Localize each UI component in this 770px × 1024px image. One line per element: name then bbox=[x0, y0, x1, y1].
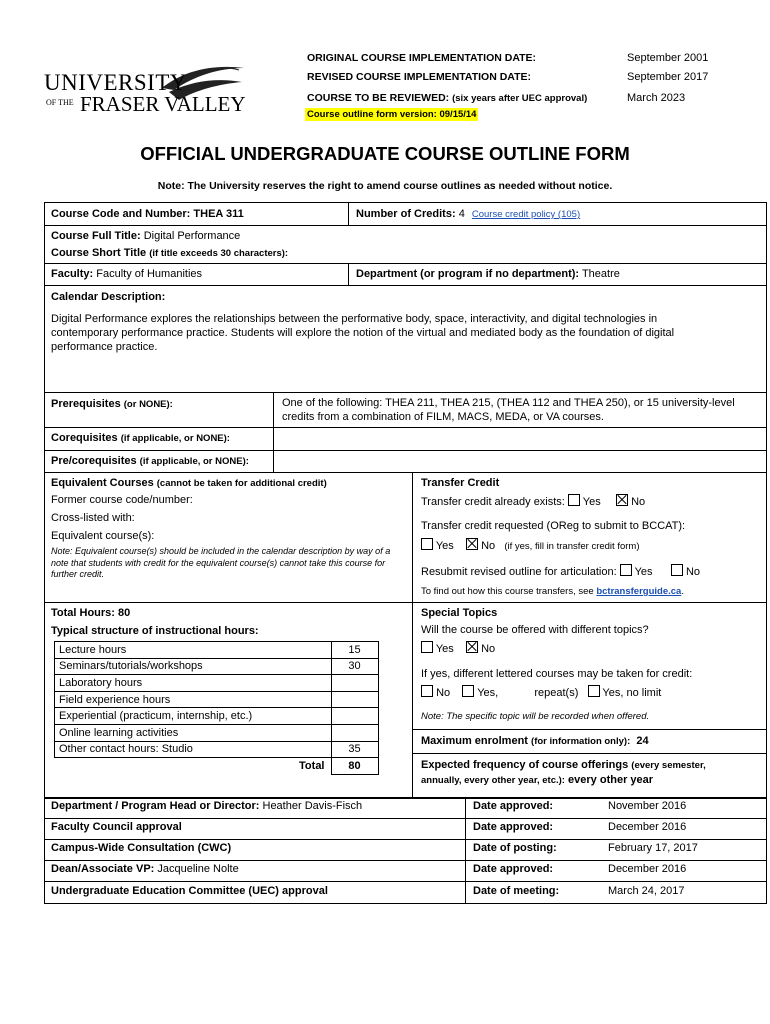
lettered-yes-label: Yes, bbox=[477, 687, 499, 699]
approval-date-value: December 2016 bbox=[608, 863, 687, 875]
hours-row-label: Laboratory hours bbox=[55, 675, 332, 692]
transfer-exists-yes-checkbox[interactable] bbox=[568, 494, 580, 506]
page-title: OFFICIAL UNDERGRADUATE COURSE OUTLINE FORM bbox=[140, 143, 630, 164]
department-label: Department (or program if no department): bbox=[356, 268, 580, 280]
form-version: Course outline form version: 09/15/14 bbox=[307, 109, 477, 120]
faculty-value: Faculty of Humanities bbox=[96, 268, 203, 280]
lettered-courses-text: If yes, different lettered courses may be taken for credit: bbox=[421, 668, 693, 680]
hours-row-value[interactable] bbox=[331, 675, 378, 692]
total-hours-label: Total Hours: bbox=[51, 607, 115, 619]
total-hours bbox=[51, 607, 130, 619]
approval-label bbox=[51, 800, 362, 812]
full-title-label: Course Full Title: bbox=[51, 230, 141, 242]
frequency-line2 bbox=[421, 774, 653, 786]
hours-row bbox=[55, 691, 379, 708]
full-title-value: Digital Performance bbox=[143, 230, 241, 242]
hours-total-value-text: 80 bbox=[348, 759, 361, 772]
equivalent-italic-note: Note: Equivalent course(s) should be included in the calendar description by way of a note that students with credit for the equivalent course(s) cannot take this course for further credit. bbox=[51, 546, 391, 579]
approval-date-value: November 2016 bbox=[608, 800, 687, 812]
logo-text-of-the: OF THE bbox=[46, 98, 74, 107]
hours-table bbox=[54, 641, 379, 775]
prerequisites-value: One of the following: THEA 211, THEA 215, (THEA 112 and THEA 250), or 15 university-level credits from a combination of FILM, MACS, MEDA, or VA courses. bbox=[282, 397, 735, 423]
equivalent-course-label: Equivalent course(s): bbox=[51, 530, 155, 542]
hours-total-label bbox=[55, 758, 332, 775]
corequisites-label bbox=[51, 432, 230, 444]
transfer-credit-label-text: Transfer Credit bbox=[421, 477, 500, 489]
hours-row-label: Field experience hours bbox=[55, 691, 332, 708]
hours-row-value[interactable] bbox=[331, 691, 378, 708]
transfer-requested-no-label: No bbox=[481, 540, 496, 552]
approval-label-text: Undergraduate Education Committee (UEC) approval bbox=[51, 885, 328, 897]
transfer-requested-label: Transfer credit requested (OReg to submit to BCCAT): bbox=[421, 520, 686, 532]
credits bbox=[356, 208, 580, 220]
special-topics-question: Will the course be offered with different topics? bbox=[421, 624, 649, 636]
resubmit-row bbox=[421, 564, 700, 578]
transfer-credit-label bbox=[421, 477, 499, 489]
transfer-exists-no-label: No bbox=[631, 496, 646, 508]
approval-date-value: December 2016 bbox=[608, 821, 687, 833]
special-topics-row bbox=[421, 641, 495, 655]
hours-row-label: Online learning activities bbox=[55, 724, 332, 741]
approval-date-label: Date approved: bbox=[473, 821, 554, 833]
hours-row bbox=[55, 741, 379, 758]
short-title bbox=[51, 247, 288, 259]
credits-value: 4 bbox=[458, 208, 465, 220]
review-date-label bbox=[307, 92, 587, 104]
special-topics-no-label: No bbox=[481, 643, 496, 655]
review-date-value: March 2023 bbox=[627, 92, 686, 104]
special-topics-label-text: Special Topics bbox=[421, 607, 498, 619]
full-title bbox=[51, 230, 240, 242]
review-date-label-text: COURSE TO BE REVIEWED: bbox=[307, 92, 450, 104]
hours-row-label: Lecture hours bbox=[55, 642, 332, 659]
review-date-note: (six years after UEC approval) bbox=[452, 93, 588, 104]
frequency-value: every other year bbox=[568, 774, 654, 786]
approval-date-label: Date approved: bbox=[473, 800, 554, 812]
approval-label bbox=[51, 885, 328, 897]
precorequisites-note: (if applicable, or NONE): bbox=[139, 456, 249, 467]
transfer-find-out-period: . bbox=[681, 586, 684, 597]
hours-row-label: Other contact hours: Studio bbox=[55, 741, 332, 758]
transfer-requested-note: (if yes, fill in transfer credit form) bbox=[504, 541, 640, 552]
approval-label-text: Dean/Associate VP: bbox=[51, 863, 155, 875]
equivalent-courses-label bbox=[51, 477, 327, 489]
course-code-label: Course Code and Number: bbox=[51, 208, 191, 220]
lettered-repeats-label: repeat(s) bbox=[534, 687, 579, 699]
department bbox=[356, 268, 620, 280]
hours-row-value[interactable]: 15 bbox=[331, 642, 378, 659]
special-topics-yes-checkbox[interactable] bbox=[421, 641, 433, 653]
max-enrolment-label: Maximum enrolment bbox=[421, 735, 528, 747]
hours-row-label: Seminars/tutorials/workshops bbox=[55, 658, 332, 675]
corequisites-label-text: Corequisites bbox=[51, 432, 118, 444]
credits-label: Number of Credits: bbox=[356, 208, 456, 220]
hours-total-value bbox=[331, 758, 378, 775]
transfer-requested-no-checkbox[interactable] bbox=[466, 538, 478, 550]
resubmit-yes-checkbox[interactable] bbox=[620, 564, 632, 576]
transfer-exists-label: Transfer credit already exists: bbox=[421, 496, 565, 508]
frequency-label: Expected frequency of course offerings bbox=[421, 759, 629, 771]
transfer-requested-yes-label: Yes bbox=[435, 540, 454, 552]
cross-listed-label: Cross-listed with: bbox=[51, 512, 135, 524]
lettered-yes-checkbox[interactable] bbox=[462, 685, 474, 697]
hours-row bbox=[55, 642, 379, 659]
approval-label bbox=[51, 821, 182, 833]
frequency-note1: (every semester, bbox=[631, 760, 706, 771]
resubmit-label: Resubmit revised outline for articulation: bbox=[421, 566, 617, 578]
max-enrolment-note: (for information only): bbox=[531, 736, 631, 747]
hours-total-label-text: Total bbox=[299, 760, 325, 773]
original-date-value: September 2001 bbox=[627, 52, 709, 64]
lettered-no-checkbox[interactable] bbox=[421, 685, 433, 697]
approval-person: Jacqueline Nolte bbox=[157, 863, 239, 875]
logo-text-fraser-valley: FRASER VALLEY bbox=[80, 92, 246, 116]
calendar-label bbox=[51, 291, 165, 303]
corequisites-note: (if applicable, or NONE): bbox=[120, 433, 230, 444]
resubmit-yes-label: Yes bbox=[634, 566, 653, 578]
hours-row bbox=[55, 658, 379, 675]
revised-date-value: September 2017 bbox=[627, 71, 709, 83]
prerequisites-note: (or NONE): bbox=[123, 399, 173, 410]
approval-label bbox=[51, 842, 231, 854]
hours-row-value[interactable] bbox=[331, 724, 378, 741]
former-course-label: Former course code/number: bbox=[51, 494, 193, 506]
approval-date-value: February 17, 2017 bbox=[608, 842, 698, 854]
transfer-find-out-text: To find out how this course transfers, see bbox=[421, 586, 594, 597]
calendar-description: Digital Performance explores the relationships between the performative body, space, interactivity, and digital technologies in contemporary performance practice. Students will explore the notion of the virtual and mediated body as the foundation of digital performance practice. bbox=[51, 313, 675, 353]
transfer-exists-no-checkbox[interactable] bbox=[616, 494, 628, 506]
hours-row bbox=[55, 708, 379, 725]
faculty-label: Faculty: bbox=[51, 268, 94, 280]
hours-row-value[interactable]: 30 bbox=[331, 658, 378, 675]
transfer-requested-row bbox=[421, 538, 639, 552]
faculty bbox=[51, 268, 202, 280]
precorequisites-label bbox=[51, 455, 249, 467]
short-title-label: Course Short Title bbox=[51, 247, 147, 259]
equivalent-courses-label-text: Equivalent Courses bbox=[51, 477, 154, 489]
approval-label-text: Campus-Wide Consultation (CWC) bbox=[51, 842, 232, 854]
special-topics-label bbox=[421, 607, 497, 619]
transfer-exists-yes-label: Yes bbox=[582, 496, 601, 508]
university-logo bbox=[44, 62, 249, 124]
prerequisites-label bbox=[51, 398, 173, 410]
hours-row bbox=[55, 675, 379, 692]
course-code-value: THEA 311 bbox=[193, 208, 244, 220]
lettered-no-label: No bbox=[436, 687, 451, 699]
approval-date-label: Date of posting: bbox=[473, 842, 557, 854]
total-hours-value: 80 bbox=[118, 607, 131, 619]
resubmit-no-label: No bbox=[685, 566, 700, 578]
lettered-options-row bbox=[421, 685, 661, 699]
transfer-find-out bbox=[421, 586, 684, 597]
resubmit-no-checkbox[interactable] bbox=[671, 564, 683, 576]
hours-row-value[interactable] bbox=[331, 708, 378, 725]
calendar-label-text: Calendar Description: bbox=[51, 291, 166, 303]
hours-row-label: Experiential (practicum, internship, etc.) bbox=[55, 708, 332, 725]
lettered-nolimit-checkbox[interactable] bbox=[588, 685, 600, 697]
max-enrolment-value: 24 bbox=[636, 735, 649, 747]
bctransferguide-link[interactable]: bctransferguide.ca bbox=[596, 586, 682, 597]
approval-date-label: Date of meeting: bbox=[473, 885, 560, 897]
revised-date-label: REVISED COURSE IMPLEMENTATION DATE: bbox=[307, 71, 532, 83]
approval-date-label: Date approved: bbox=[473, 863, 554, 875]
approval-person: Heather Davis-Fisch bbox=[262, 800, 363, 812]
structure-label bbox=[51, 625, 259, 637]
department-value: Theatre bbox=[581, 268, 620, 280]
amend-note: Note: The University reserves the right to amend course outlines as needed without notice. bbox=[157, 180, 613, 192]
course-code bbox=[51, 208, 244, 220]
logo-text-university: UNIVERSITY bbox=[44, 70, 187, 95]
frequency-note2: annually, every other year, etc.): bbox=[421, 775, 565, 786]
short-title-note: (if title exceeds 30 characters): bbox=[149, 248, 289, 259]
max-enrolment bbox=[421, 735, 649, 747]
approval-label bbox=[51, 863, 239, 875]
approval-date-value: March 24, 2017 bbox=[608, 885, 685, 897]
lettered-nolimit-label: Yes, no limit bbox=[602, 687, 662, 699]
transfer-exists-row bbox=[421, 494, 645, 508]
hours-total-row bbox=[55, 758, 379, 775]
special-topics-note: Note: The specific topic will be recorded when offered. bbox=[421, 711, 650, 722]
precorequisites-label-text: Pre/corequisites bbox=[51, 455, 137, 467]
hours-row-value[interactable]: 35 bbox=[331, 741, 378, 758]
original-date-label: ORIGINAL COURSE IMPLEMENTATION DATE: bbox=[307, 52, 537, 64]
special-topics-no-checkbox[interactable] bbox=[466, 641, 478, 653]
structure-label-text: Typical structure of instructional hours: bbox=[51, 625, 259, 637]
approval-label-text: Department / Program Head or Director: bbox=[51, 800, 260, 812]
credit-policy-link[interactable]: Course credit policy (105) bbox=[471, 209, 581, 220]
approval-label-text: Faculty Council approval bbox=[51, 821, 182, 833]
prerequisites-label-text: Prerequisites bbox=[51, 398, 121, 410]
equivalent-courses-note: (cannot be taken for additional credit) bbox=[156, 478, 327, 489]
frequency-line1 bbox=[421, 759, 706, 771]
hours-row bbox=[55, 724, 379, 741]
special-topics-yes-label: Yes bbox=[435, 643, 454, 655]
transfer-requested-yes-checkbox[interactable] bbox=[421, 538, 433, 550]
